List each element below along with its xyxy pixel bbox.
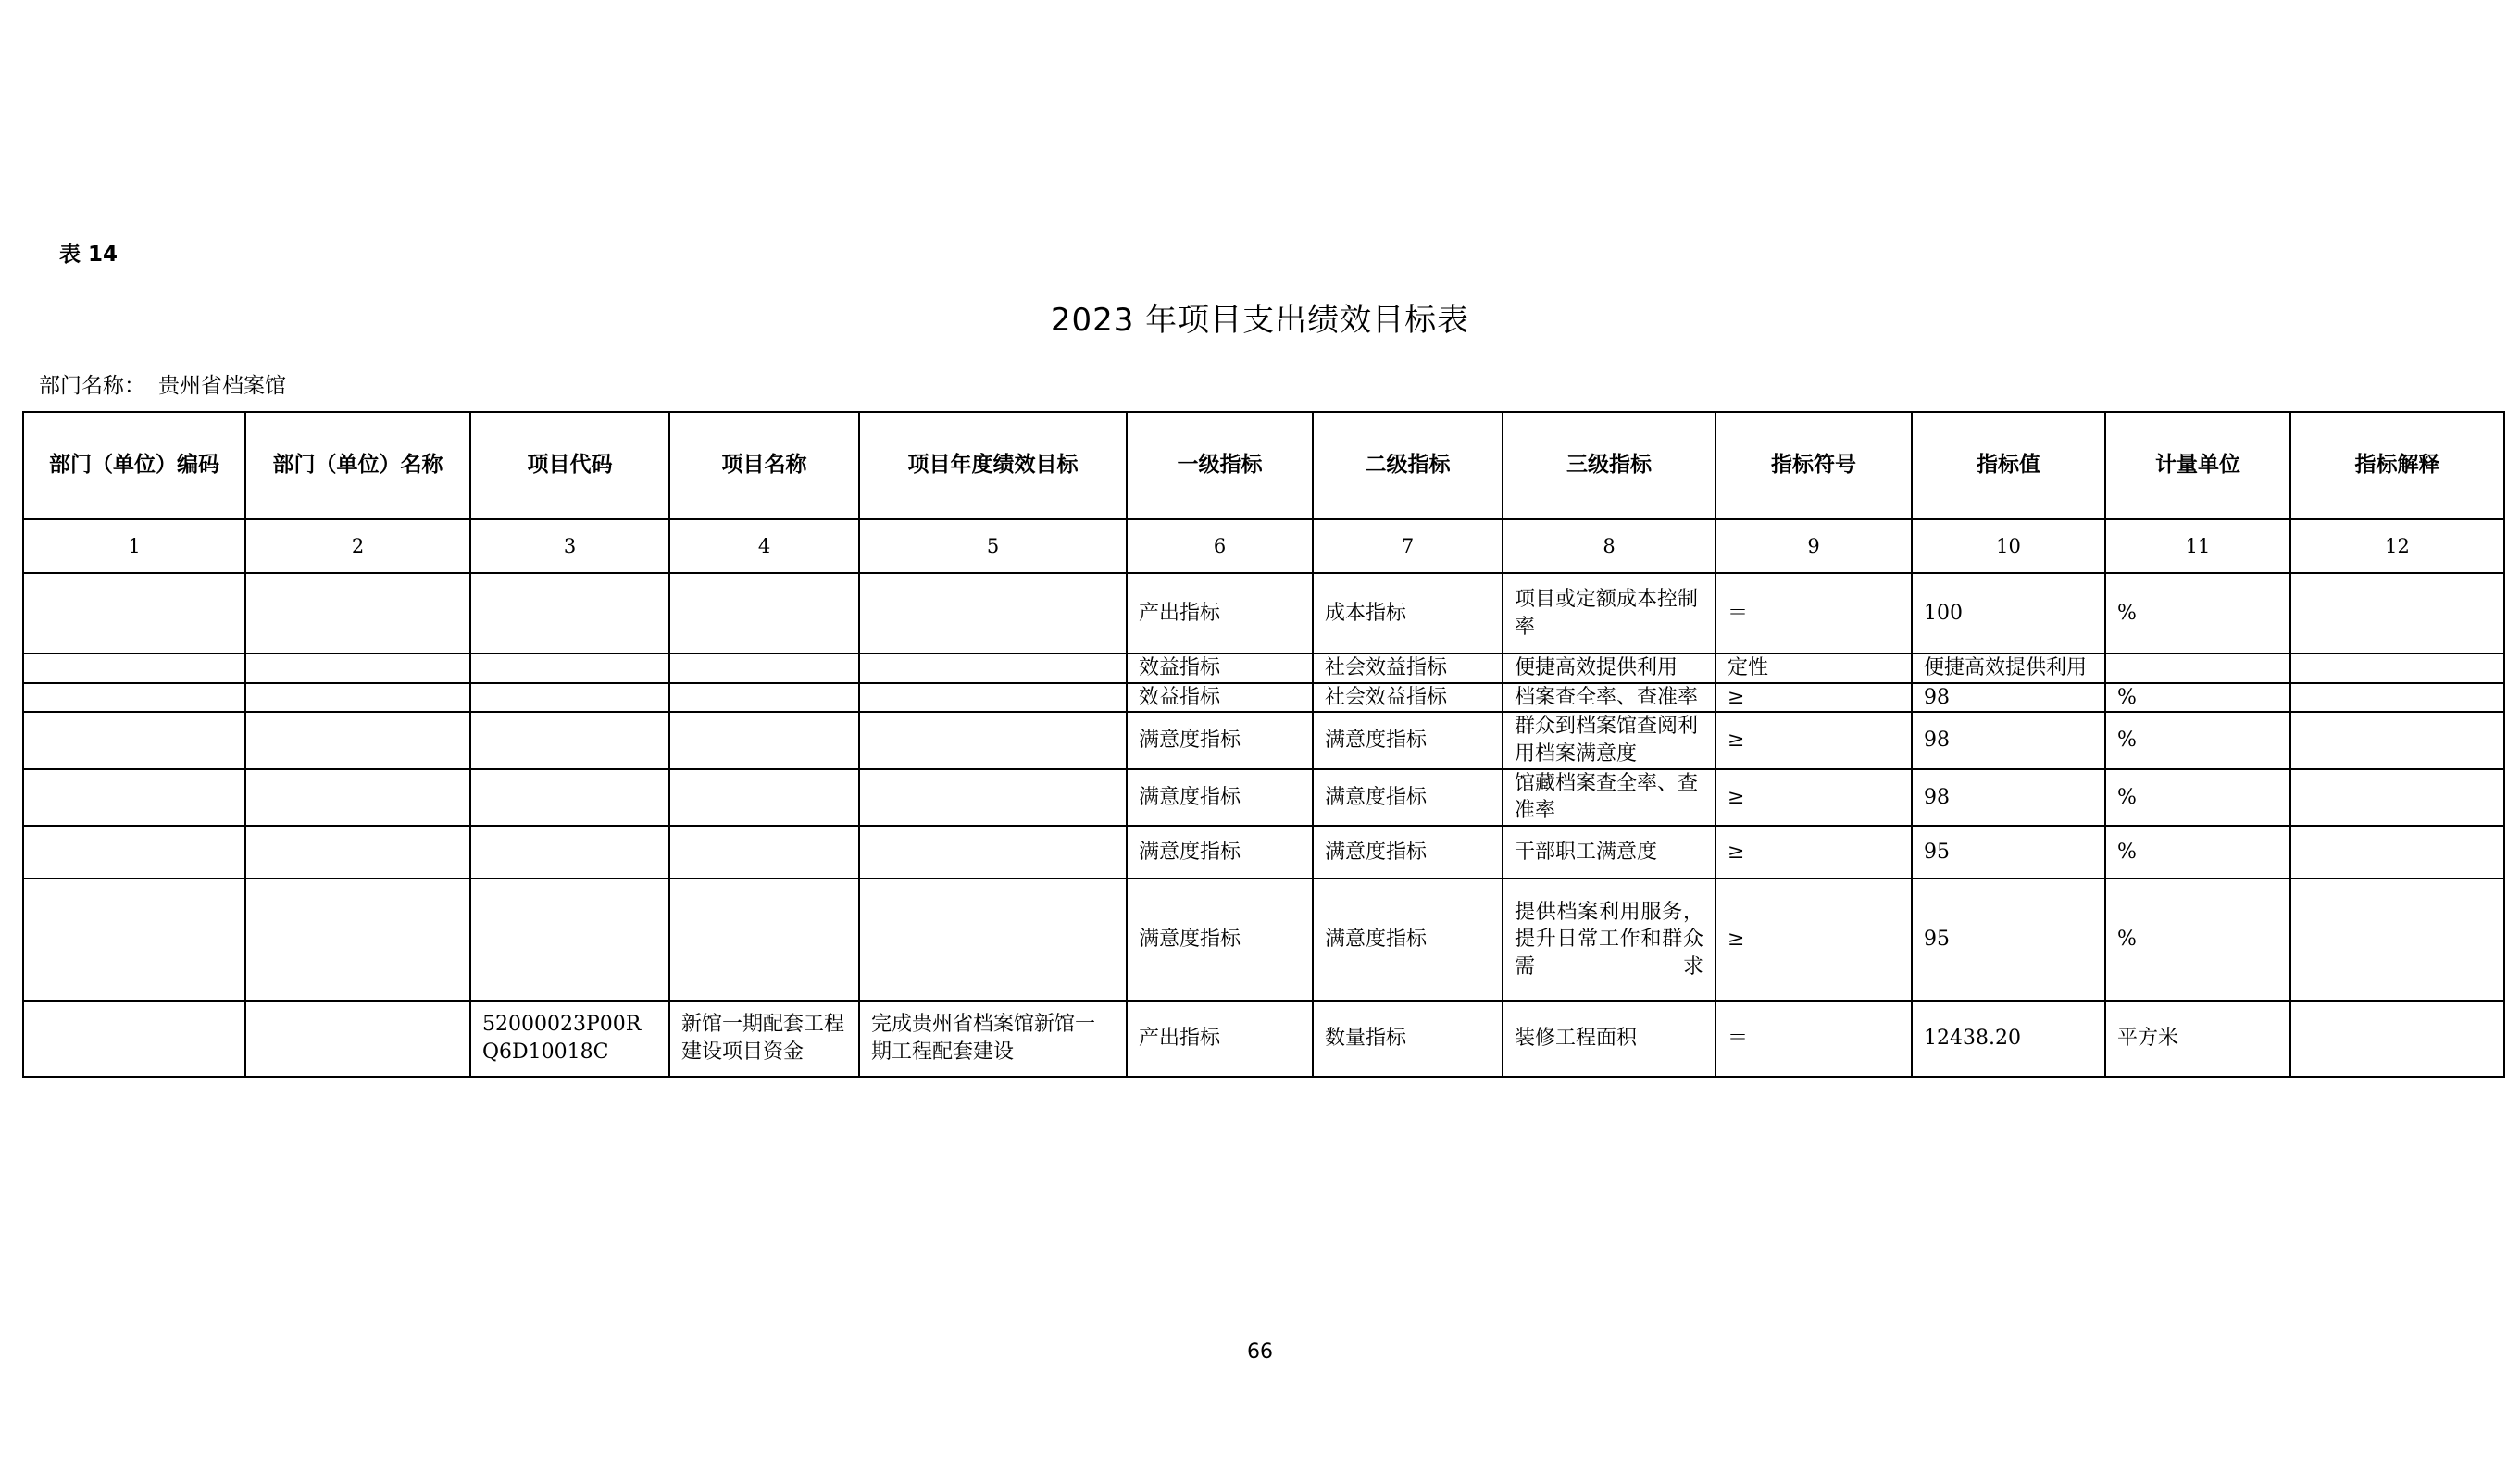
table-cell: 98 (1912, 769, 2105, 826)
column-header: 部门（单位）名称 (245, 412, 470, 519)
table-cell (245, 769, 470, 826)
table-cell: 馆藏档案查全率、查准率 (1503, 769, 1715, 826)
column-header: 指标解释 (2290, 412, 2504, 519)
table-cell (245, 878, 470, 1001)
table-cell: % (2105, 712, 2290, 768)
table-cell: 98 (1912, 683, 2105, 713)
column-number: 3 (470, 519, 669, 573)
table-cell: 新馆一期配套工程建设项目资金 (669, 1001, 859, 1077)
table-cell: % (2105, 683, 2290, 713)
table-row (23, 826, 2504, 878)
table-cell: 产出指标 (1127, 573, 1313, 654)
table-cell (669, 712, 859, 768)
table-cell (23, 1001, 245, 1077)
column-header: 部门（单位）编码 (23, 412, 245, 519)
table-cell (859, 683, 1127, 713)
table-label: 表 14 (59, 243, 119, 267)
table-cell: ≥ (1715, 878, 1912, 1001)
table-cell: ≥ (1715, 826, 1912, 878)
column-header: 三级指标 (1503, 412, 1715, 519)
table-cell: 满意度指标 (1313, 878, 1503, 1001)
department-label: 部门名称： (39, 374, 145, 398)
department-name: 贵州省档案馆 (158, 374, 286, 398)
page-title: 2023 年项目支出绩效目标表 (1050, 302, 1470, 339)
column-header: 指标值 (1912, 412, 2105, 519)
table-cell: % (2105, 826, 2290, 878)
table-cell (470, 826, 669, 878)
table-cell: 装修工程面积 (1503, 1001, 1715, 1077)
table-cell: 干部职工满意度 (1503, 826, 1715, 878)
table-row (23, 654, 2504, 683)
table-row (23, 1001, 2504, 1077)
table-cell (245, 573, 470, 654)
table-cell (23, 826, 245, 878)
table-row (23, 573, 2504, 654)
table-cell: 项目或定额成本控制率 (1503, 573, 1715, 654)
table-cell (859, 712, 1127, 768)
table-cell: ＝ (1715, 1001, 1912, 1077)
table-cell (245, 654, 470, 683)
table-cell (23, 654, 245, 683)
column-header: 项目代码 (470, 412, 669, 519)
table-cell: 群众到档案馆查阅利用档案满意度 (1503, 712, 1715, 768)
table-cell: 效益指标 (1127, 654, 1313, 683)
table-cell: 满意度指标 (1127, 826, 1313, 878)
table-cell: 提供档案利用服务，提升日常工作和群众需求 (1503, 878, 1715, 1001)
column-header: 项目年度绩效目标 (859, 412, 1127, 519)
table-cell (470, 769, 669, 826)
column-number: 2 (245, 519, 470, 573)
table-cell: ≥ (1715, 683, 1912, 713)
table-cell (470, 573, 669, 654)
table-cell (669, 769, 859, 826)
column-header: 计量单位 (2105, 412, 2290, 519)
table-cell: ＝ (1715, 573, 1912, 654)
column-number: 12 (2290, 519, 2504, 573)
table-cell: 满意度指标 (1313, 769, 1503, 826)
table-cell (470, 683, 669, 713)
column-header: 指标符号 (1715, 412, 1912, 519)
column-number: 5 (859, 519, 1127, 573)
table-cell: 满意度指标 (1127, 769, 1313, 826)
table-cell: ≥ (1715, 769, 1912, 826)
table-cell (23, 878, 245, 1001)
page-number: 66 (1247, 1340, 1273, 1364)
table-cell (245, 683, 470, 713)
table-cell (2290, 878, 2504, 1001)
table-cell: 52000023P00RQ6D10018C (470, 1001, 669, 1077)
table-cell: 产出指标 (1127, 1001, 1313, 1077)
table-cell (23, 769, 245, 826)
table-row (23, 683, 2504, 713)
table-cell: 平方米 (2105, 1001, 2290, 1077)
table-cell (470, 654, 669, 683)
table-cell: 定性 (1715, 654, 1912, 683)
performance-target-table (22, 411, 2505, 1078)
table-cell: % (2105, 769, 2290, 826)
table-cell (669, 826, 859, 878)
table-cell: 效益指标 (1127, 683, 1313, 713)
table-row (23, 878, 2504, 1001)
table-cell: 完成贵州省档案馆新馆一期工程配套建设 (859, 1001, 1127, 1077)
table-cell (470, 712, 669, 768)
table-row (23, 712, 2504, 768)
table-cell: 数量指标 (1313, 1001, 1503, 1077)
table-cell (245, 826, 470, 878)
table-cell: 98 (1912, 712, 2105, 768)
table-header-row (23, 412, 2504, 519)
table-cell: 便捷高效提供利用 (1503, 654, 1715, 683)
table-cell (2290, 769, 2504, 826)
table-cell (470, 878, 669, 1001)
table-cell (245, 712, 470, 768)
table-cell (669, 573, 859, 654)
table-cell: 便捷高效提供利用 (1912, 654, 2105, 683)
table-cell (23, 573, 245, 654)
table-cell: ≥ (1715, 712, 1912, 768)
table-cell: 社会效益指标 (1313, 683, 1503, 713)
table-cell (859, 573, 1127, 654)
column-number: 9 (1715, 519, 1912, 573)
column-header: 二级指标 (1313, 412, 1503, 519)
table-cell (2290, 573, 2504, 654)
department-line (39, 368, 286, 399)
table-cell (23, 712, 245, 768)
table-cell (2290, 712, 2504, 768)
table-cell: 档案查全率、查准率 (1503, 683, 1715, 713)
table-cell (2290, 1001, 2504, 1077)
table-cell: 满意度指标 (1313, 712, 1503, 768)
column-header: 项目名称 (669, 412, 859, 519)
table-cell (859, 826, 1127, 878)
table-cell: 95 (1912, 878, 2105, 1001)
table-cell: 满意度指标 (1313, 826, 1503, 878)
table-cell: 12438.20 (1912, 1001, 2105, 1077)
table-cell (2290, 826, 2504, 878)
table-cell (859, 878, 1127, 1001)
table-cell: % (2105, 878, 2290, 1001)
table-cell: % (2105, 573, 2290, 654)
table-cell: 成本指标 (1313, 573, 1503, 654)
table-cell: 95 (1912, 826, 2105, 878)
table-cell (2290, 683, 2504, 713)
column-number: 11 (2105, 519, 2290, 573)
column-header: 一级指标 (1127, 412, 1313, 519)
table-cell (23, 683, 245, 713)
column-number: 1 (23, 519, 245, 573)
table-cell (245, 1001, 470, 1077)
table-cell (2290, 654, 2504, 683)
column-number: 6 (1127, 519, 1313, 573)
table-cell (669, 654, 859, 683)
column-number: 4 (669, 519, 859, 573)
column-number: 8 (1503, 519, 1715, 573)
table-cell (859, 769, 1127, 826)
table-cell (669, 683, 859, 713)
column-number: 7 (1313, 519, 1503, 573)
table-cell (859, 654, 1127, 683)
table-cell: 100 (1912, 573, 2105, 654)
table-cell: 社会效益指标 (1313, 654, 1503, 683)
table-cell (669, 878, 859, 1001)
table-cell: 满意度指标 (1127, 878, 1313, 1001)
table-row (23, 769, 2504, 826)
table-cell (2105, 654, 2290, 683)
table-cell: 满意度指标 (1127, 712, 1313, 768)
column-number: 10 (1912, 519, 2105, 573)
column-number-row (23, 519, 2504, 573)
